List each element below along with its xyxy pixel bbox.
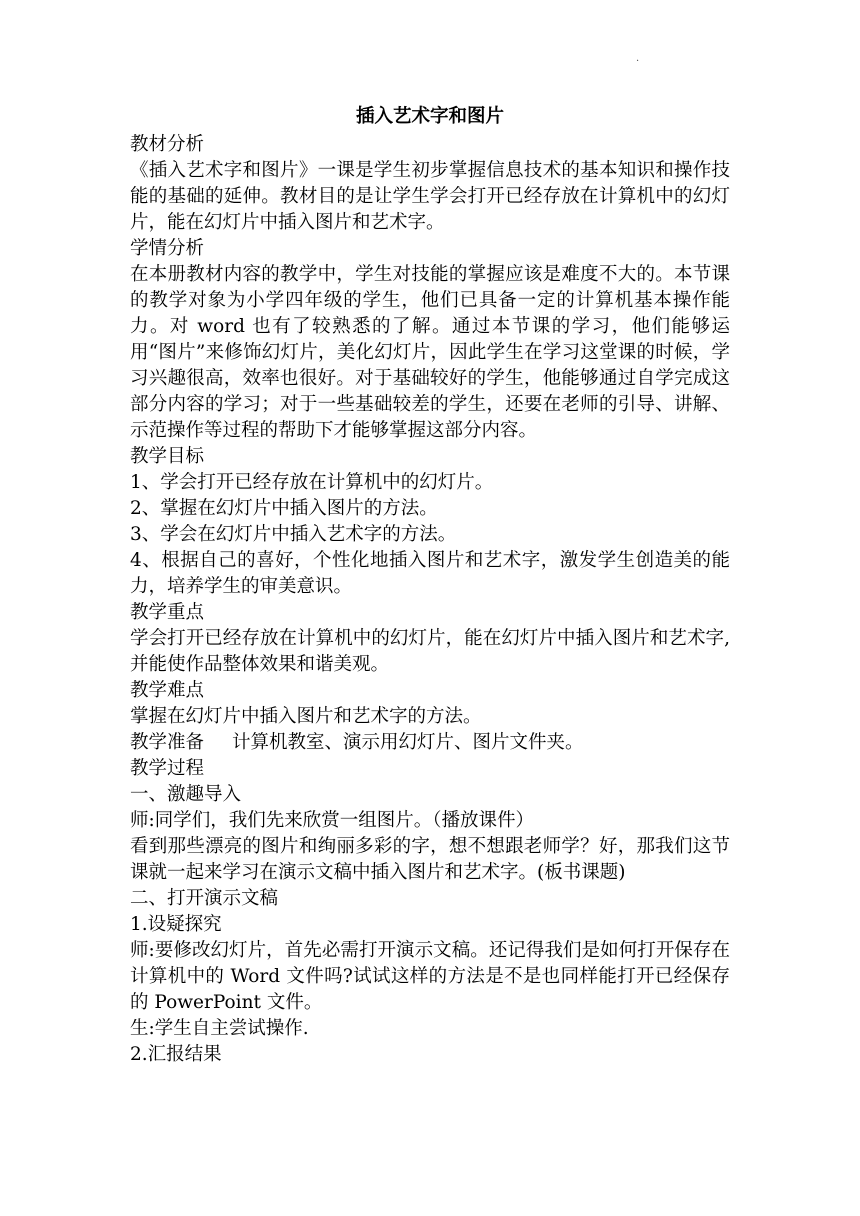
section-heading-process: 教学过程 <box>130 758 205 779</box>
section-heading-teaching-goals: 教学目标 <box>130 446 205 467</box>
section-heading-textbook-analysis: 教材分析 <box>130 134 205 155</box>
process-substep: 2.汇报结果 <box>130 1044 222 1065</box>
process-text: 看到那些漂亮的图片和绚丽多彩的字，想不想跟老师学？好，那我们这节课就一起来学习在演示文稿中插入图片和艺术字。(板书课题) <box>130 836 730 883</box>
process-text: 师:要修改幻灯片，首先必需打开演示文稿。还记得我们是如何打开保存在计算机中的 Word 文件吗?试试这样的方法是不是也同样能打开已经保存的 PowerPoint 文件。 <box>130 940 730 1013</box>
process-substep: 1.设疑探究 <box>130 914 222 935</box>
section-body-key-points: 学会打开已经存放在计算机中的幻灯片，能在幻灯片中插入图片和艺术字,并能使作品整体效果和谐美观。 <box>130 628 730 675</box>
goal-item: 2、掌握在幻灯片中插入图片的方法。 <box>130 498 438 519</box>
section-body-difficulties: 掌握在幻灯片中插入图片和艺术字的方法。 <box>130 706 482 727</box>
section-preparation <box>130 730 730 756</box>
process-text: 师:同学们，我们先来欣赏一组图片。（播放课件） <box>130 810 534 831</box>
process-step-heading: 二、打开演示文稿 <box>130 888 279 909</box>
process-step-heading: 一、激趣导入 <box>130 784 242 805</box>
section-body-textbook-analysis: 《插入艺术字和图片》一课是学生初步掌握信息技术的基本知识和操作技能的基础的延伸。教材目的是让学生学会打开已经存放在计算机中的幻灯片，能在幻灯片中插入图片和艺术字。 <box>130 160 730 233</box>
process-text: 生:学生自主尝试操作. <box>130 1018 309 1039</box>
document-page <box>130 102 730 1068</box>
section-heading-difficulties: 教学难点 <box>130 680 205 701</box>
section-heading-preparation: 教学准备 <box>130 732 205 753</box>
document-title: 插入艺术字和图片 <box>355 106 504 127</box>
goal-item: 3、学会在幻灯片中插入艺术字的方法。 <box>130 524 457 545</box>
header-mark: · <box>636 56 640 67</box>
section-heading-student-analysis: 学情分析 <box>130 238 205 259</box>
section-body-preparation: 计算机教室、演示用幻灯片、图片文件夹。 <box>232 732 584 753</box>
section-body-student-analysis: 在本册教材内容的教学中，学生对技能的掌握应该是难度不大的。本节课的教学对象为小学四年级的学生，他们已具备一定的计算机基本操作能力。对 word 也有了较熟悉的了解。通过本节课的学习，他们能够运用“图片”来修饰幻灯片，美化幻灯片，因此学生在学习这堂课的时候，学习兴趣很高，效率也很好。对于基础较好的学生，他能够通过自学完成这部分内容的学习；对于一些基础较差的学生，还要在老师的引导、讲解、示范操作等过程的帮助下才能够掌握这部分内容。 <box>130 264 730 441</box>
goal-item: 4、根据自己的喜好，个性化地插入图片和艺术字，激发学生创造美的能力，培养学生的审美意识。 <box>130 550 730 597</box>
goal-item: 1、学会打开已经存放在计算机中的幻灯片。 <box>130 472 494 493</box>
section-heading-key-points: 教学重点 <box>130 602 205 623</box>
